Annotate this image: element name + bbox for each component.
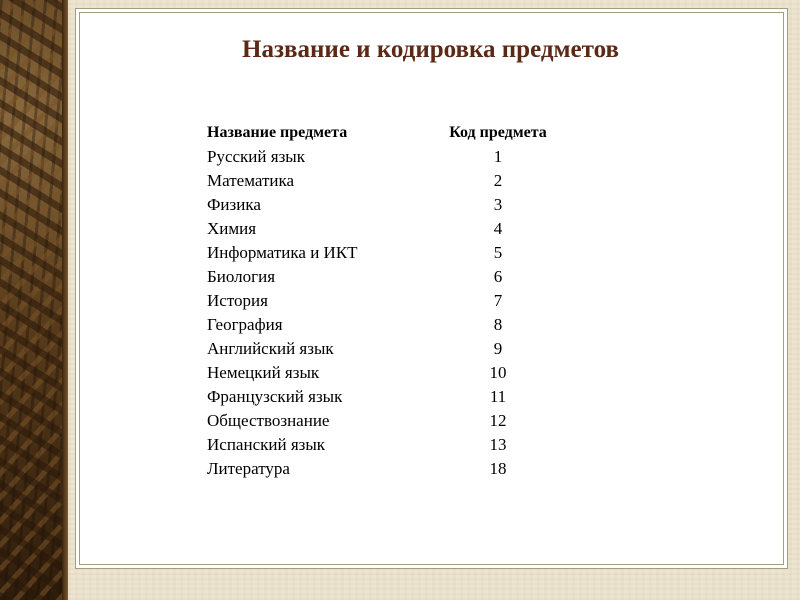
subject-code: 1 (493, 147, 503, 166)
subject-name: Французский язык (207, 387, 343, 406)
subject-name: Физика (207, 195, 261, 214)
subject-code: 2 (493, 171, 503, 190)
subject-name: Информатика и ИКТ (207, 243, 358, 262)
subject-code: 11 (489, 387, 507, 406)
subject-code: 6 (493, 267, 503, 286)
header-subject-code: Код предмета (449, 124, 547, 141)
header-subject-name: Название предмета (207, 124, 348, 141)
table-row (207, 169, 577, 193)
table-row (207, 457, 577, 481)
subject-name: Химия (207, 219, 257, 238)
table-row (207, 313, 577, 337)
subject-name: Русский язык (207, 147, 305, 166)
table-header-row (207, 121, 577, 145)
table-row (207, 145, 577, 169)
table-row (207, 217, 577, 241)
subject-code: 7 (493, 291, 503, 310)
subject-code: 4 (493, 219, 503, 238)
subject-name: География (207, 315, 283, 334)
subject-code: 12 (489, 411, 507, 430)
subject-name: История (207, 291, 268, 310)
subject-code: 5 (493, 243, 503, 262)
subject-name: Литература (207, 459, 290, 478)
table-row (207, 361, 577, 385)
decorative-texture-strip (0, 0, 62, 600)
table-row (207, 265, 577, 289)
subjects-table (207, 121, 577, 481)
table-row (207, 385, 577, 409)
subject-code: 13 (489, 435, 507, 454)
table-row (207, 409, 577, 433)
table-row (207, 241, 577, 265)
subject-name: Обществознание (207, 411, 330, 430)
subject-code: 8 (493, 315, 503, 334)
table-row (207, 193, 577, 217)
subject-name: Немецкий язык (207, 363, 320, 382)
subject-code: 9 (493, 339, 503, 358)
subject-code: 10 (489, 363, 507, 382)
subject-name: Биология (207, 267, 276, 286)
table-row (207, 337, 577, 361)
table-row (207, 289, 577, 313)
subject-name: Английский язык (207, 339, 334, 358)
subject-code: 18 (489, 459, 507, 478)
table-row (207, 433, 577, 457)
subject-code: 3 (493, 195, 503, 214)
subject-name: Испанский язык (207, 435, 326, 454)
slide-title: Название и кодировка предметов (242, 36, 619, 63)
subject-name: Математика (207, 171, 295, 190)
